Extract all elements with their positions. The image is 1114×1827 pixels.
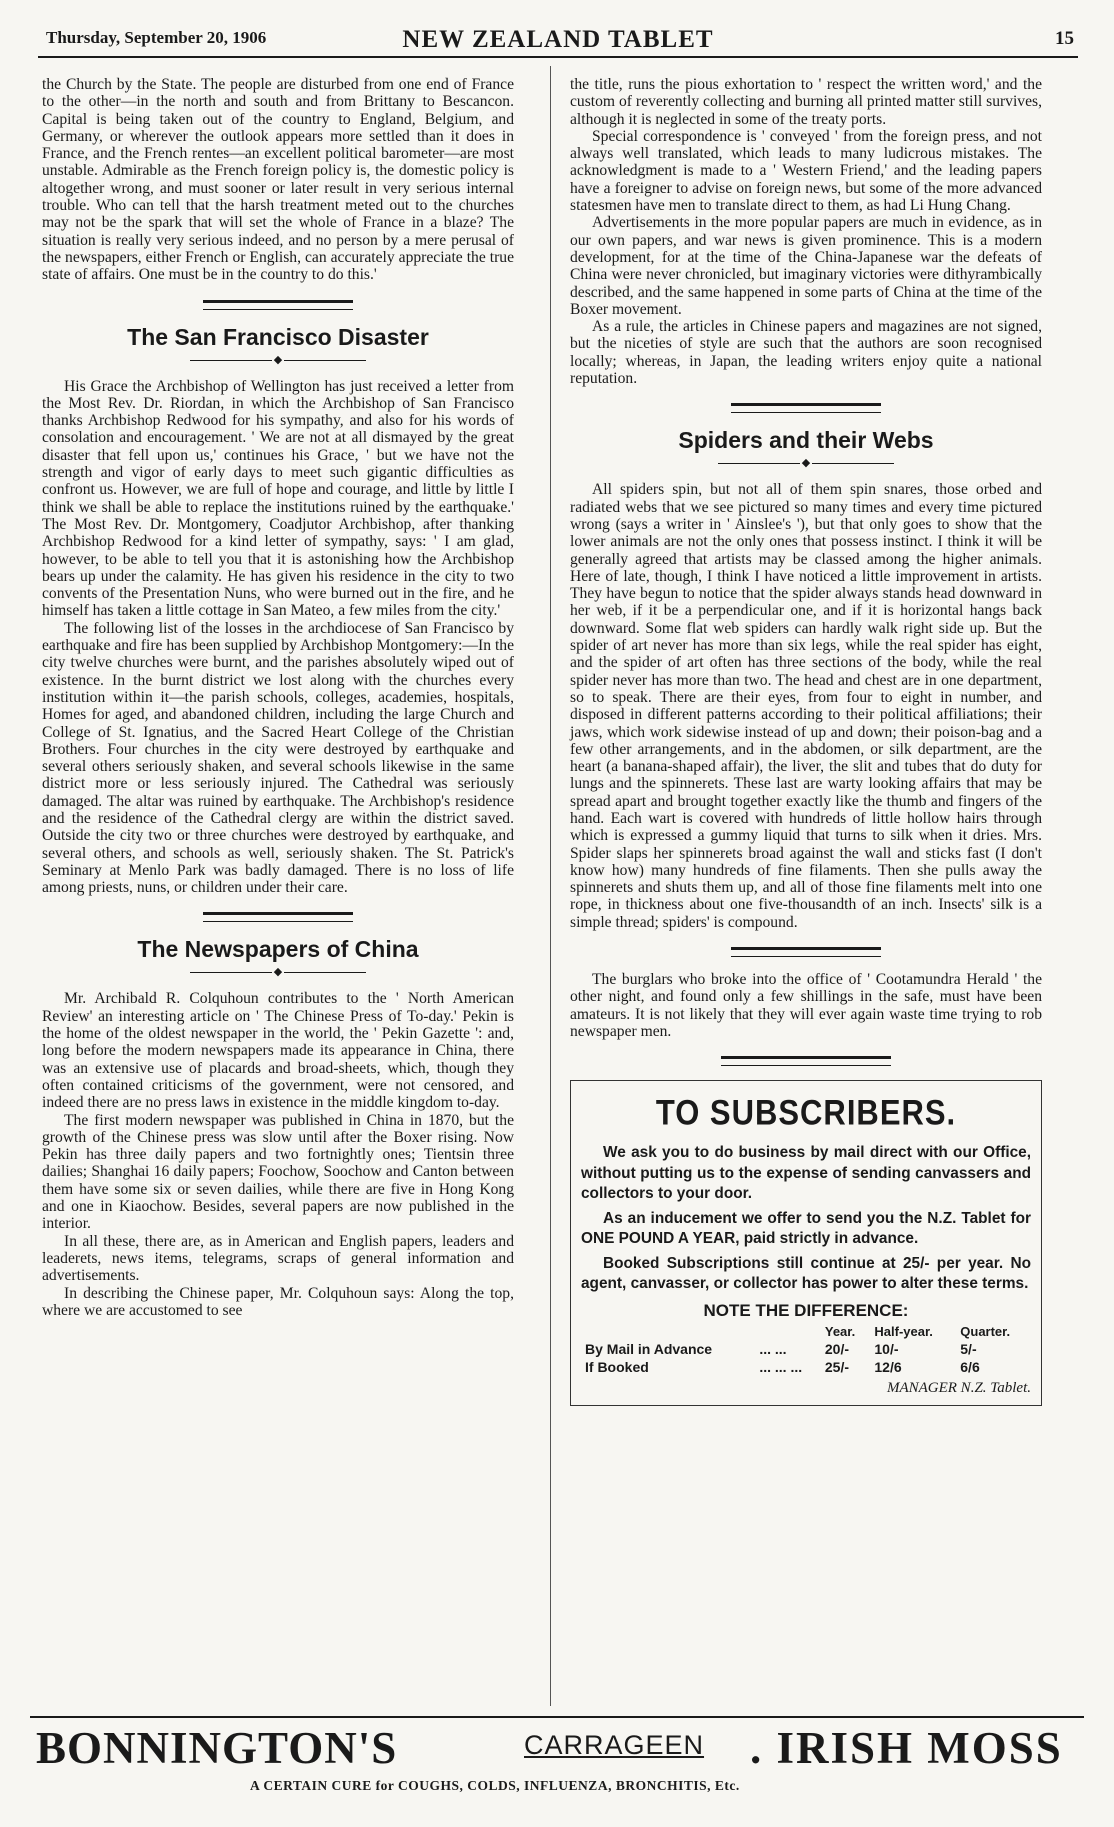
- nc-continuation: the title, runs the pious exhortation to ' respect the written word,' and the custom of reverently collecting and burning all printed matter still survives, although it is neglected in some of the treaty ports.: [570, 76, 1042, 128]
- nc-paragraph-5: Special correspondence is ' conveyed ' from the foreign press, and not always well translated, which leads to many ludicrous mistakes. The acknowledgment is made to a ' Western Friend,' and the leading papers have a foreigner to advise on foreign news, but some of the more advanced statesmen have men to translate direct to them, as had Li Hung Chang.: [570, 127, 1042, 215]
- rate-dots: ... ...: [759, 1340, 787, 1357]
- ornament-divider: ◆: [42, 355, 514, 366]
- ad-product-name: . IRISH MOSS: [750, 1723, 1063, 1773]
- rates-col-quarter: Quarter.: [960, 1323, 1011, 1339]
- rates-col-year: Year.: [824, 1323, 856, 1339]
- footer-advertisement: [30, 1722, 1084, 1793]
- rates-header: [581, 1323, 1031, 1340]
- subscribers-line-2: As an inducement we offer to send you the N.Z. Tablet for ONE POUND A YEAR, paid strictly in advance.: [581, 1209, 1031, 1248]
- rate-dots: ... ... ...: [759, 1358, 803, 1375]
- footer-rule: [30, 1716, 1084, 1718]
- nc-heading: The Newspapers of China: [137, 936, 419, 963]
- rate-year: 25/-: [824, 1358, 849, 1375]
- rate-year: 20/-: [824, 1340, 849, 1357]
- rate-label: If Booked: [585, 1358, 649, 1375]
- rate-half: 10/-: [874, 1340, 899, 1357]
- masthead: [38, 22, 1078, 58]
- sf-heading: The San Francisco Disaster: [127, 323, 429, 350]
- manager-signature: MANAGER N.Z. Tablet.: [886, 1379, 1031, 1396]
- section-rule: [203, 300, 353, 310]
- france-continuation: the Church by the State. The people are disturbed from one end of France to the other—in the north and south and from Brittany to Bescancon. Capital is being taken out of the country to England, Belgium, and Germany, or wherever the outlook appears more settled than it does in France, and the French rentes—an excellent political barometer—are most unstable. Admirable as the French foreign policy is, the domestic policy is altogether wrong, and must sooner or later result in very serious internal trouble. Who can tell that the harsh treatment meted out to the churches may not be the spark that will set the whole of France in a blaze? The situation is really very serious indeed, and no person by a mere perusal of the newspapers, either French or English, can accurately appreciate the true state of affairs. One must be in the country to do this.': [42, 76, 514, 284]
- nc-paragraph-4: In describing the Chinese paper, Mr. Colquhoun says: Along the top, where we are accustomed to see: [42, 1284, 514, 1319]
- page-number: 15: [1055, 28, 1074, 49]
- sf-paragraph-1: His Grace the Archbishop of Wellington has just received a letter from the Most Rev. Dr. Riordan, in which the Archbishop of San Francisco thanks Archbishop Redwood for his sympathy, and also for his words of consolation and encouragement. ' We are not at all dismayed by the great disaster that fell upon us,' continues his Grace, ' but we have not the strength and vigor of early days to meet such gigantic difficulties as confront us. However, we are full of hope and courage, and little by little I think we shall be able to replace the institutions ruined by the earthquake.' The Most Rev. Dr. Montgomery, Coadjutor Archbishop, after thanking Archbishop Redwood for a kind letter of sympathy, says: ' I am glad, however, to be able to tell you that it is astonishing how the Archbishop bears up under the calamity. He has given his residence in the city to two convents of the Presentation Nuns, who were burned out in the fire, and he himself has taken a little cottage in San Mateo, a few miles from the city.': [42, 377, 514, 620]
- ad-tagline: A CERTAIN CURE for COUGHS, COLDS, INFLUENZA, BRONCHITIS, Etc.: [250, 1778, 740, 1793]
- rate-quarter: 6/6: [960, 1358, 980, 1375]
- section-rule: [731, 947, 881, 957]
- left-column: [42, 76, 514, 1319]
- issue-date: Thursday, September 20, 1906: [46, 28, 267, 47]
- subscribers-line-1: We ask you to do business by mail direct with our Office, without putting us to the expense of sending canvassers and collectors to your door.: [581, 1144, 1031, 1203]
- nc-paragraph-6: Advertisements in the more popular papers are much in evidence, as in our own papers, and war news is given prominence. This is a modern development, for at the time of the China-Japanese war the defeats of China were never chronicled, but imaginary victories were dithyrambically described, and the same happened in some parts of China at the time of the Boxer movement.: [570, 214, 1042, 318]
- subscribers-title: TO SUBSCRIBERS.: [655, 1092, 957, 1133]
- ornament-divider: ◆: [570, 458, 1042, 469]
- rate-half: 12/6: [874, 1358, 902, 1375]
- rates-col-half: Half-year.: [874, 1323, 933, 1339]
- ornament-divider: ◆: [42, 967, 514, 978]
- spiders-heading: Spiders and their Webs: [678, 427, 934, 454]
- ad-product: CARRAGEEN: [524, 1730, 705, 1760]
- subscribers-line-3: Booked Subscriptions still continue at 25/- per year. No agent, canvasser, or collector has power to alter these terms.: [581, 1254, 1031, 1293]
- rates-table: [581, 1323, 1031, 1376]
- rates-row: [581, 1358, 1031, 1376]
- nc-paragraph-2: The first modern newspaper was published in China in 1870, but the growth of the Chinese press was slow until after the Boxer rising. Now Pekin has three daily papers and two fortnightly ones; Tientsin three dailies; Shanghai 16 daily papers; Foochow, Soochow and Canton between them have some six or seven dailies, while there are five in Hong Kong and one in Kiaochow. Besides, several papers are now published in the interior.: [42, 1111, 514, 1233]
- nc-paragraph-3: In all these, there are, as in American and English papers, leaders and leaderets, news items, telegrams, scraps of general information and advertisements.: [42, 1232, 514, 1285]
- paper-title: NEW ZEALAND TABLET: [402, 26, 714, 53]
- section-rule: [721, 1056, 891, 1066]
- burglar-paragraph: The burglars who broke into the office of ' Cootamundra Herald ' the other night, and found only a few shillings in the safe, must have been amateurs. It is not likely that they will ever again waste time trying to rob newspaper men.: [570, 971, 1042, 1040]
- ad-brand: BONNINGTON'S: [36, 1723, 398, 1773]
- column-divider: [550, 66, 551, 1706]
- subscribers-notice: [570, 1080, 1042, 1406]
- difference-title: NOTE THE DIFFERENCE:: [703, 1300, 909, 1320]
- sf-paragraph-2: The following list of the losses in the archdiocese of San Francisco by earthquake and fire has been supplied by Archbishop Montgomery:—In the city twelve churches were burnt, and the parishes absolutely wiped out of existence. In the burnt district we lost along with the churches every institution within it—the parish schools, colleges, academies, hospitals, Homes for aged, and abandoned children, including the large Church and College of St. Ignatius, and the Sacred Heart College of the Christian Brothers. Four churches in the city were destroyed by earthquake and several others seriously shaken, and several schools likewise in the same district more or less seriously injured. The Cathedral was seriously damaged. The altar was ruined by earthquake. The Archbishop's residence and the residence of the Cathedral clergy are within the district saved. Outside the city two or three churches were destroyed by earthquake, and several others, and schools as well, seriously shaken. The St. Patrick's Seminary at Menlo Park was badly damaged. There is no loss of life among priests, nuns, or children under their care.: [42, 619, 514, 897]
- right-column: [570, 76, 1042, 1406]
- nc-paragraph-1: Mr. Archibald R. Colquhoun contributes to the ' North American Review' an interesting article on ' The Chinese Press of To-day.' Pekin is the home of the oldest newspaper in the world, the ' Pekin Gazette ': and, long before the modern newspapers made its appearance in China, there was an extensive use of placards and broad-sheets, which, though they often contained criticisms of the government, were not censored, and indeed there are no press laws in existence in the middle kingdom to-day.: [42, 990, 514, 1112]
- nc-paragraph-7: As a rule, the articles in Chinese papers and magazines are not signed, but the niceties of style are such that the authors are soon recognised locally; whereas, in Japan, the leading writers enjoy quite a national reputation.: [570, 318, 1042, 388]
- section-rule: [731, 403, 881, 413]
- rates-row: [581, 1340, 1031, 1358]
- spiders-paragraph: All spiders spin, but not all of them spin snares, those orbed and radiated webs that we see pictured so many times and every time pictured wrong (says a writer in ' Ainslee's '), but that only goes to show that the lower animals are not the only ones that possess instinct. I think it will be generally agreed that artists may be classed among the higher animals. Here of late, though, I think I have noticed a little improvement in artists. They have begun to notice that the spider always stands head downward in her web, if it be a perpendicular one, and if it is horizontal hangs back downward. Some flat web spiders can hardly walk right side up. But the spider of art never has more than six legs, while the real spider has eight, and the spider of art often has three sections of the body, while the real spider never has more than two. The head and chest are in one department, so to speak. There are their eyes, from four to eight in number, and disposed in different patterns according to their political affiliations; their jaws, which work sidewise instead of up and down; their poison-bag and a few other arrangements, and in the abdomen, or silk department, are the heart (a banana-shaped affair), the liver, the slit and tubes that do duty for lungs and the spinnerets. These last are warty looking affairs that may be spread apart and brought together exactly like the thumb and fingers of the hand. Each wart is covered with hundreds of little hollow hairs through which is expressed a gummy liquid that turns to silk when it dries. Mrs. Spider slaps her spinnerets broad against the wall and sticks fast (I don't know how) many hundreds of fine filaments. Then she pulls away the spinnerets and shuts them up, and all of those fine filaments melt into one rope, in thickness about one five-thousandth of an inch. Insects' silk is a simple thread; spiders' is compound.: [570, 481, 1042, 931]
- rate-quarter: 5/-: [960, 1340, 977, 1357]
- rate-label: By Mail in Advance: [585, 1340, 713, 1357]
- section-rule: [203, 912, 353, 922]
